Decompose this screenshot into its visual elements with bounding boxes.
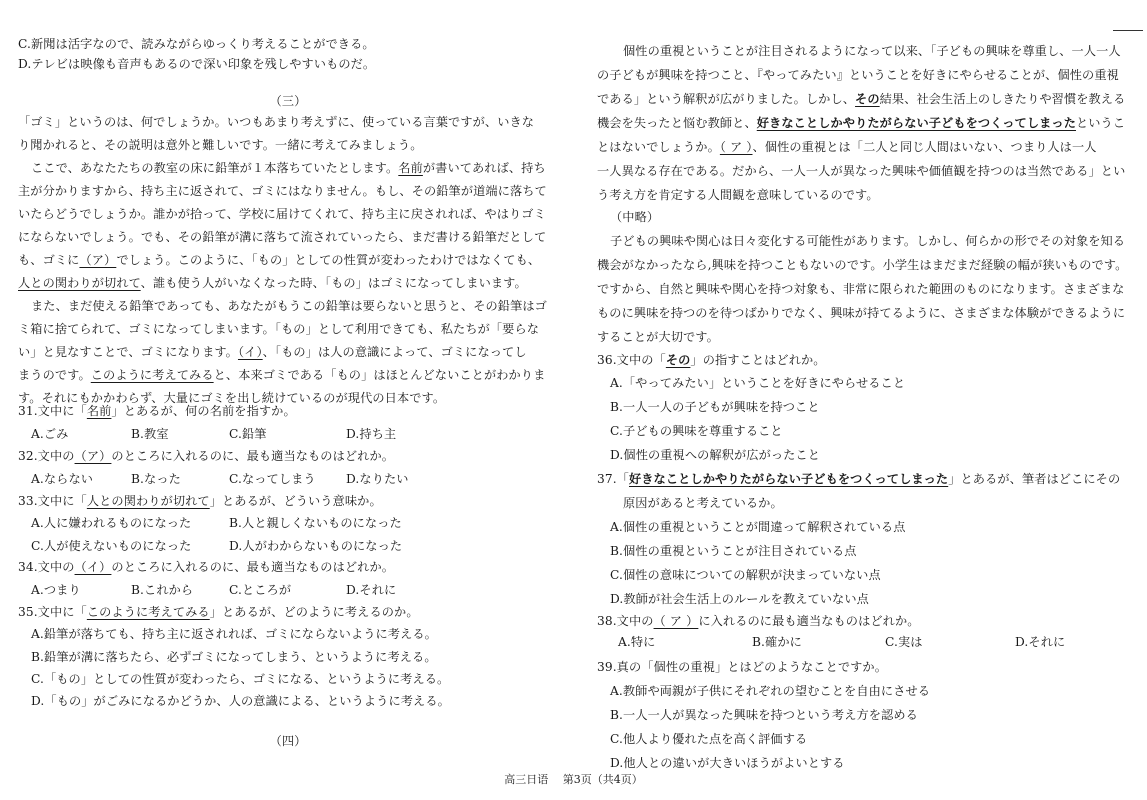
prev-option-d: D.テレビは映像も音声もあるので深い印象を残しやすいものだ。 bbox=[18, 57, 376, 71]
passage-line: 人との関わりが切れて、誰も使う人がいなくなった時、「もの」はゴミになってしまいます。 bbox=[18, 276, 527, 290]
option-a[interactable]: A.個性の重視ということが間違って解釈されている点 bbox=[610, 520, 906, 534]
option-c[interactable]: C.実は bbox=[885, 635, 923, 649]
option-a[interactable]: A.ごみ bbox=[31, 427, 69, 441]
passage-line: いたらどうでしょうか。誰かが拾って、学校に届けてくれて、持ち主に戻されれば、やはりゴミ bbox=[18, 207, 546, 221]
passage-line: り聞かれると、その説明は意外と難しいです。一緒に考えてみましょう。 bbox=[18, 138, 423, 152]
option-a[interactable]: A.教師や両親が子供にそれぞれの望むことを自由にさせる bbox=[610, 684, 931, 698]
passage-line: にならないでしょう。でも、その鉛筆が溝に落ちて流されていったら、まだ書ける鉛筆だとして bbox=[18, 230, 547, 244]
option-d[interactable]: D.人がわからないものになった bbox=[229, 539, 403, 553]
option-a[interactable]: A.つまり bbox=[31, 583, 81, 597]
passage-line: う考え方を肯定する人間観を意味しているのです。 bbox=[597, 188, 879, 202]
question-36: 36.文中の「その」の指すことはどれか。 bbox=[597, 353, 826, 367]
passage-line: 「ゴミ」というのは、何でしょうか。いつもあまり考えずに、使っている言葉ですが、いきな bbox=[18, 115, 535, 129]
passage-line: の子どもが興味を持つこと、『やってみたい』ということを好きにやらせることが、個性の重視 bbox=[597, 68, 1119, 82]
question-39: 39.真の「個性の重視」とはどのようなことですか。 bbox=[597, 660, 888, 674]
option-d[interactable]: D.他人との違いが大きいほうがよいとする bbox=[610, 756, 845, 770]
option-d[interactable]: D.それに bbox=[346, 583, 397, 597]
question-31: 31.文中に「名前」とあるが、何の名前を指すか。 bbox=[18, 404, 296, 418]
blank-a: （ア） bbox=[79, 253, 117, 267]
passage-line: 機会がなかったなら,興味を持つこともないのです。小学生はまだまだ経験の幅が狭いものです。 bbox=[597, 258, 1128, 272]
question-34: 34.文中の（イ）のところに入れるのに、最も適当なものはどれか。 bbox=[18, 560, 395, 574]
option-b[interactable]: B.人と親しくないものになった bbox=[229, 516, 402, 530]
option-a[interactable]: A.人に嫌われるものになった bbox=[31, 516, 192, 530]
section-3-heading: （三） bbox=[269, 94, 307, 108]
option-b[interactable]: B.なった bbox=[131, 472, 181, 486]
option-d[interactable]: D.なりたい bbox=[346, 472, 409, 486]
option-d[interactable]: D.個性の重視への解釈が広がったこと bbox=[610, 448, 821, 462]
passage-line: 子どもの興味や関心は日々変化する可能性があります。しかし、何らかの形でその対象を知る bbox=[610, 234, 1126, 248]
page-footer: 高三日语 第3页（共4页） bbox=[504, 773, 643, 786]
option-b[interactable]: B.一人一人の子どもが興味を持つこと bbox=[610, 400, 820, 414]
prev-option-c: C.新聞は活字なので、読みながらゆっくり考えることができる。 bbox=[18, 37, 375, 51]
option-c[interactable]: C.鉛筆 bbox=[229, 427, 267, 441]
passage-line: す。それにもかかわらず、大量にゴミを出し続けているのが現代の日本です。 bbox=[18, 391, 446, 405]
option-c[interactable]: C.人が使えないものになった bbox=[31, 539, 192, 553]
passage-line: また、まだ使える鉛筆であっても、あなたがもうこの鉛筆は要らないと思うと、その鉛筆はゴ bbox=[31, 299, 547, 313]
passage-line: ですから、自然と興味や関心を持つ対象も、非常に限られた範囲のものになります。さまざまな bbox=[597, 282, 1125, 296]
section-4-heading: （四） bbox=[269, 734, 307, 748]
option-c[interactable]: C.ところが bbox=[229, 583, 292, 597]
option-d[interactable]: D.「もの」がごみになるかどうか、人の意識による、というように考える。 bbox=[31, 694, 450, 708]
passage-line: 機会を失ったと悩む教師と、好きなことしかやりたがらない子どもをつくってしまったというこ bbox=[597, 116, 1126, 130]
option-b[interactable]: B.一人一人が異なった興味を持つという考え方を認める bbox=[610, 708, 918, 722]
question-32: 32.文中の（ア）のところに入れるのに、最も適当なものはどれか。 bbox=[18, 449, 395, 463]
option-a[interactable]: A.「やってみたい」ということを好きにやらせること bbox=[610, 376, 906, 390]
passage-line: することが大切です。 bbox=[597, 330, 719, 344]
passage-line: 一人異なる存在である。だから、一人一人が異なった興味や価値観を持つのは当然である」とい bbox=[597, 164, 1126, 178]
underlined-name: 名前 bbox=[398, 161, 423, 175]
top-rule bbox=[1113, 30, 1143, 31]
question-33: 33.文中に「人との関わりが切れて」とあるが、どういう意味か。 bbox=[18, 494, 382, 508]
underlined-think: このように考えてみる bbox=[90, 368, 214, 382]
option-c[interactable]: C.なってしまう bbox=[229, 472, 316, 486]
underlined-children: 好きなことしかやりたがらない子どもをつくってしまった bbox=[756, 116, 1076, 130]
option-b[interactable]: B.個性の重視ということが注目されている点 bbox=[610, 544, 857, 558]
question-35: 35.文中に「このように考えてみる」とあるが、どのように考えるのか。 bbox=[18, 605, 419, 619]
question-37-cont: 原因があると考えているか。 bbox=[623, 496, 783, 510]
passage-line: も、ゴミに（ア）でしょう。このように、「もの」としての性質が変わったわけではなくても、 bbox=[18, 253, 541, 267]
option-b[interactable]: B.確かに bbox=[752, 635, 802, 649]
option-c[interactable]: C.子どもの興味を尊重すること bbox=[610, 424, 783, 438]
passage-line: ここで、あなたたちの教室の床に鉛筆が１本落ちていたとします。名前が書いてあれば、持ち bbox=[31, 161, 546, 175]
passage-line: 個性の重視ということが注目されるようになって以来、「子どもの興味を尊重し、一人一人 bbox=[623, 44, 1121, 58]
option-d[interactable]: D.それに bbox=[1015, 635, 1066, 649]
question-38: 38.文中の（ ア ）に入れるのに最も適当なものはどれか。 bbox=[597, 614, 920, 628]
option-c[interactable]: C.「もの」としての性質が変わったら、ゴミになる、というように考える。 bbox=[31, 672, 450, 686]
blank-a: （ ア ） bbox=[719, 140, 753, 154]
blank-i: （イ） bbox=[237, 345, 263, 359]
option-a[interactable]: A.鉛筆が落ちても、持ち主に返されれば、ゴミにならないように考える。 bbox=[31, 627, 437, 641]
passage-line: である」という解釈が広がりました。しかし、その結果、社会生活上のしきたりや習慣を教える bbox=[597, 92, 1126, 106]
passage-line: まうのです。このように考えてみると、本来ゴミである「もの」はほとんどないことがわかりま bbox=[18, 368, 546, 382]
option-c[interactable]: C.個性の意味についての解釈が決まっていない点 bbox=[610, 568, 881, 582]
underlined-relation: 人との関わりが切れて bbox=[18, 276, 141, 290]
omission-mark: （中略） bbox=[610, 210, 660, 224]
option-c[interactable]: C.他人より優れた点を高く評価する bbox=[610, 732, 808, 746]
option-b[interactable]: B.教室 bbox=[131, 427, 169, 441]
option-d[interactable]: D.教師が社会生活上のルールを教えていない点 bbox=[610, 592, 869, 606]
option-b[interactable]: B.鉛筆が溝に落ちたら、必ずゴミになってしまう、というように考える。 bbox=[31, 650, 437, 664]
option-b[interactable]: B.これから bbox=[131, 583, 194, 597]
underlined-sono: その bbox=[855, 92, 880, 106]
option-a[interactable]: A.ならない bbox=[31, 472, 94, 486]
passage-line: ものに興味を持つのを待つばかりでなく、興味が持てるように、さまざまな体験ができるように bbox=[597, 306, 1126, 320]
passage-line: 主が分かりますから、持ち主に返されて、ゴミにはなりません。もし、その鉛筆が道端に落ちて bbox=[18, 184, 547, 198]
option-a[interactable]: A.特に bbox=[618, 635, 656, 649]
option-d[interactable]: D.持ち主 bbox=[346, 427, 397, 441]
passage-line: ミ箱に捨てられて、ゴミになってしまいます。「もの」として利用できても、私たちが「要らな bbox=[18, 322, 540, 336]
passage-line: い」と見なすことで、ゴミになります。（イ）、「もの」は人の意識によって、ゴミになってし bbox=[18, 345, 527, 359]
question-37: 37.「好きなことしかやりたがらない子どもをつくってしまった」とあるが、筆者はどこにその bbox=[597, 472, 1121, 486]
passage-line: とはないでしょうか。（ ア ）、個性の重視とは「二人と同じ人間はいない、つまり人は一人 bbox=[597, 140, 1097, 154]
